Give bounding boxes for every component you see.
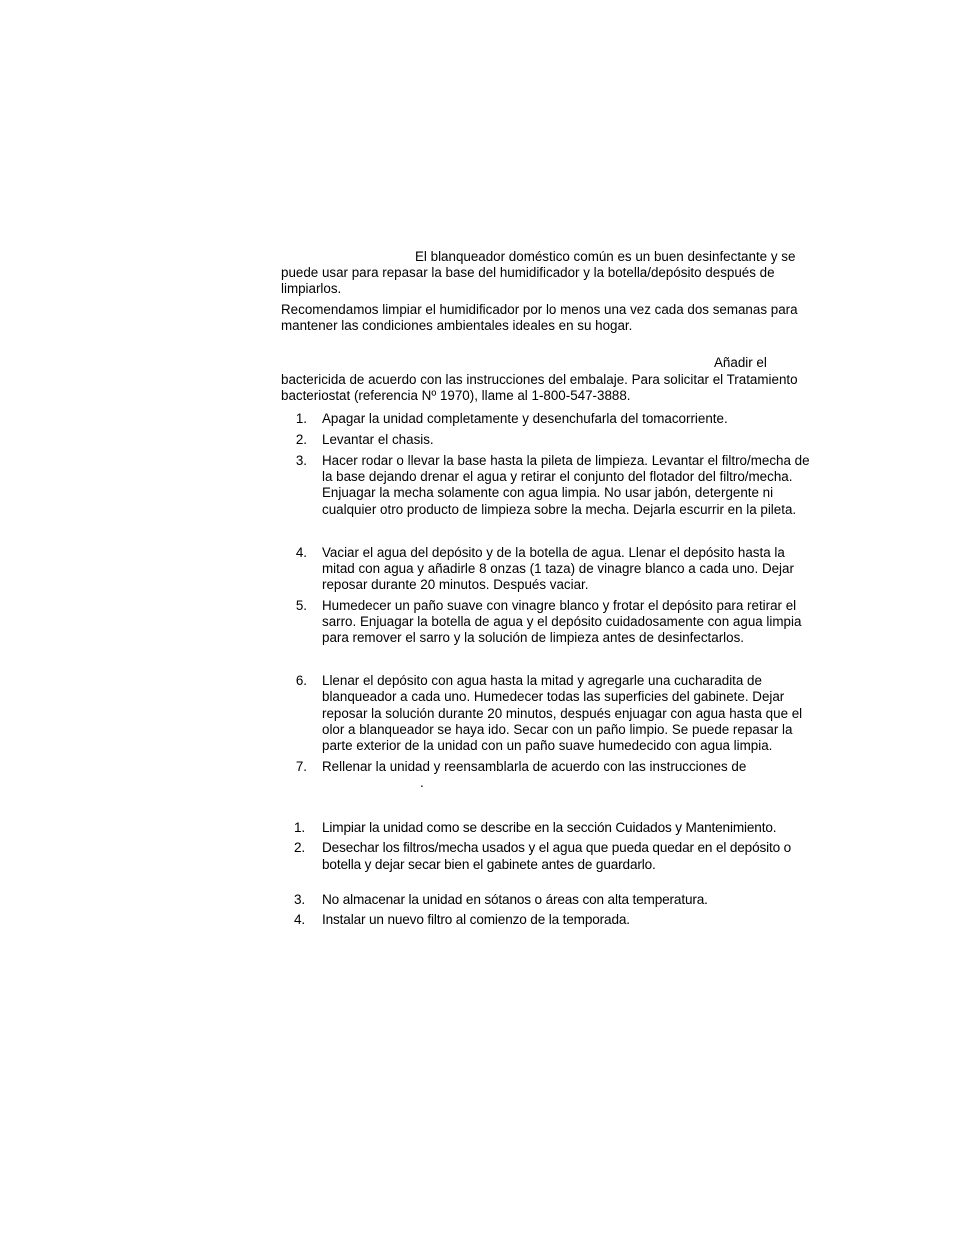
recommend-text-line-2: mantener las condiciones ambientales ideales en su hogar.	[281, 318, 633, 333]
recommend-text-line-1: Recomendamos limpiar el humidificador por lo menos una vez cada dos semanas para	[281, 302, 798, 317]
step-text: parte exterior de la unidad con un paño suave humedecido con agua limpia.	[322, 738, 773, 753]
step-number: 2.	[293, 840, 305, 855]
step-text: Levantar el chasis.	[322, 432, 434, 447]
step-text: mitad con agua y añadirle 8 onzas (1 taza) de vinagre blanco a cada uno. Dejar	[322, 561, 794, 576]
add-bactericide-line-2: bactericida de acuerdo con las instrucciones del embalaje. Para solicitar el Tratamiento	[281, 372, 798, 387]
step-text: Hacer rodar o llevar la base hasta la pileta de limpieza. Levantar el filtro/mecha de	[322, 453, 810, 468]
step-number: 6.	[295, 673, 307, 688]
step-text: Desechar los filtros/mecha usados y el agua que pueda quedar en el depósito o	[322, 840, 792, 855]
step-text: .	[420, 775, 424, 790]
add-bactericide-line-3: bacteriostat (referencia Nº 1970), llame al 1-800-547-3888.	[281, 388, 631, 403]
step-text: reposar durante 20 minutos. Después vaciar.	[322, 577, 589, 592]
step-text: Rellenar la unidad y reensamblarla de acuerdo con las instrucciones de	[322, 759, 747, 774]
step-text: Humedecer un paño suave con vinagre blanco y frotar el depósito para retirar el	[322, 598, 797, 613]
step-text: Instalar un nuevo filtro al comienzo de la temporada.	[322, 912, 630, 927]
step-text: Vaciar el agua del depósito y de la botella de agua. Llenar el depósito hasta la	[322, 545, 785, 560]
step-number: 7.	[295, 759, 307, 774]
step-text: sarro. Enjuagar la botella de agua y el depósito cuidadosamente con agua limpia	[322, 614, 802, 629]
add-bactericide-line-1: Añadir el	[714, 355, 767, 370]
step-number: 3.	[295, 453, 307, 468]
step-text: para remover el sarro y la solución de limpieza antes de desinfectarlos.	[322, 630, 745, 645]
bleach-text-line-1: El blanqueador doméstico común es un buen desinfectante y se	[415, 249, 796, 264]
bleach-text-line-3: limpiarlos.	[281, 281, 342, 296]
step-number: 3.	[293, 892, 305, 907]
bleach-text-line-2: puede usar para repasar la base del humidificador y la botella/depósito después de	[281, 265, 775, 280]
step-text: botella y dejar secar bien el gabinete antes de guardarlo.	[322, 857, 656, 872]
step-number: 1.	[293, 820, 305, 835]
step-text: reposar la solución durante 20 minutos, después enjuagar con agua hasta que el	[322, 706, 803, 721]
step-number: 1.	[295, 411, 307, 426]
step-text: Apagar la unidad completamente y desenchufarla del tomacorriente.	[322, 411, 728, 426]
step-text: Limpiar la unidad como se describe en la sección Cuidados y Mantenimiento.	[322, 820, 777, 835]
step-text: blanqueador a cada uno. Humedecer todas las superficies del gabinete. Dejar	[322, 689, 785, 704]
step-text: Enjuagar la mecha solamente con agua limpia. No usar jabón, detergente ni	[322, 485, 774, 500]
step-number: 4.	[293, 912, 305, 927]
step-text: cualquier otro producto de limpieza sobre la mecha. Dejarla escurrir en la pileta.	[322, 502, 797, 517]
step-number: 4.	[295, 545, 307, 560]
step-number: 5.	[295, 598, 307, 613]
step-number: 2.	[295, 432, 307, 447]
step-text: No almacenar la unidad en sótanos o áreas con alta temperatura.	[322, 892, 708, 907]
step-text: la base dejando drenar el agua y retirar el conjunto del flotador del filtro/mecha.	[322, 469, 793, 484]
step-text: olor a blanqueador se haya ido. Secar con un paño limpio. Se puede repasar la	[322, 722, 793, 737]
step-text: Llenar el depósito con agua hasta la mitad y agregarle una cucharadita de	[322, 673, 762, 688]
